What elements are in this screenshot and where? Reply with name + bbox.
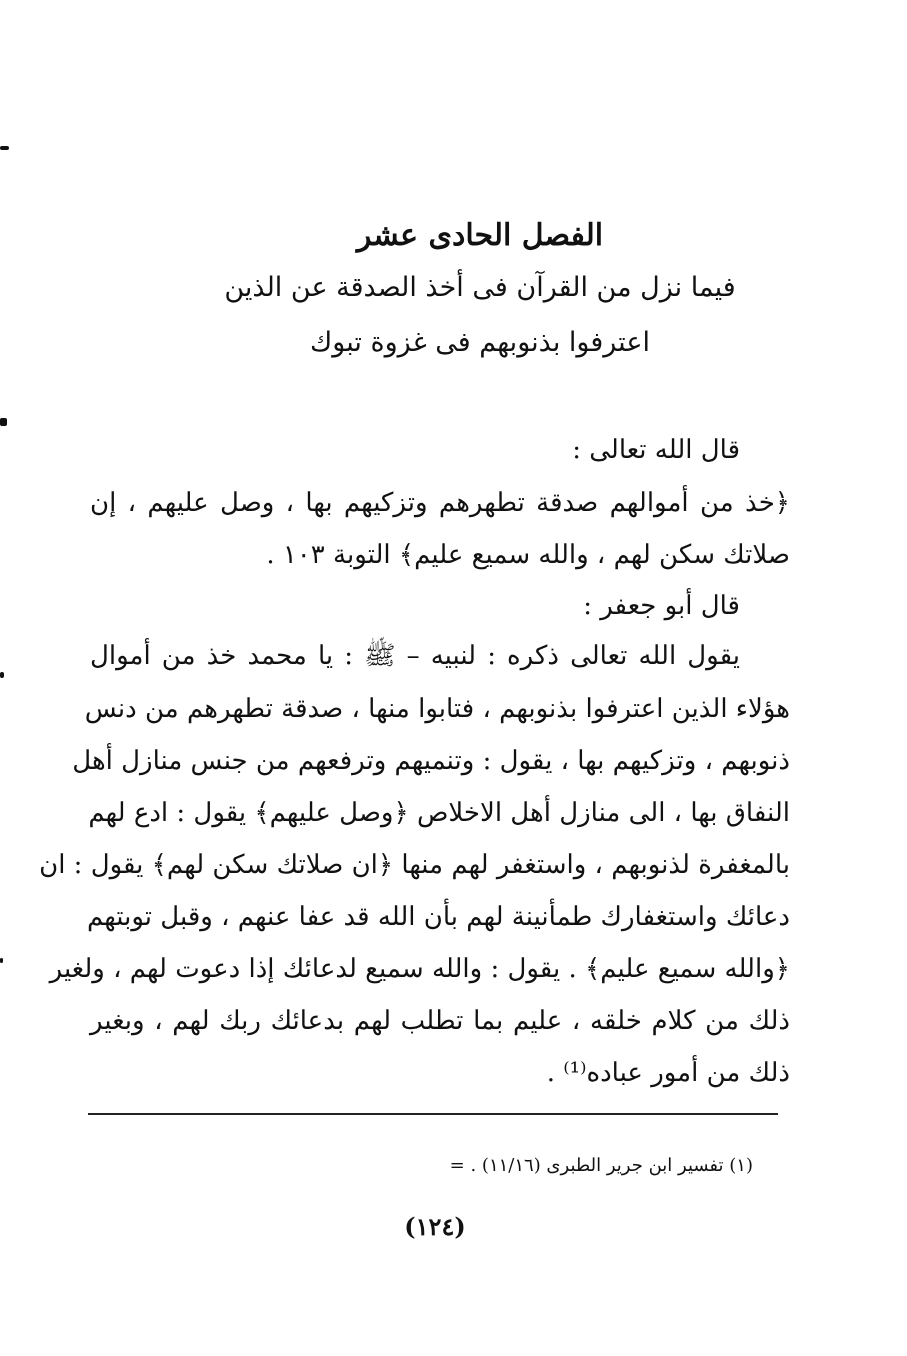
body-line: يقول الله تعالى ذكره : لنبيه – ﷺ : يا محمد خذ من أموال xyxy=(90,641,740,671)
body-line: قال الله تعالى : xyxy=(572,435,740,465)
edge-ink-mark xyxy=(0,146,9,150)
edge-ink-mark xyxy=(0,958,3,963)
body-line: ﴿والله سميع عليم﴾ . يقول : والله سميع لدعائك إذا دعوت لهم ، ولغير xyxy=(49,954,790,984)
body-line: ذلك من كلام خلقه ، عليم بما تطلب لهم بدعائك ربك لهم ، وبغير xyxy=(90,1006,790,1036)
body-line: هؤلاء الذين اعترفوا بذنوبهم ، فتابوا منها ، صدقة تطهرهم من دنس xyxy=(84,694,790,724)
chapter-subtitle-line-2: اعترفوا بذنوبهم فى غزوة تبوك xyxy=(310,327,650,358)
chapter-title: الفصل الحادى عشر xyxy=(356,218,604,253)
body-line: بالمغفرة لذنوبهم ، واستغفر لهم منها ﴿ان صلاتك سكن لهم﴾ يقول : ان xyxy=(39,850,790,880)
body-line: صلاتك سكن لهم ، والله سميع عليم﴾ التوبة ١٠٣ . xyxy=(266,540,790,570)
footnote-divider xyxy=(88,1113,778,1115)
body-line: النفاق بها ، الى منازل أهل الاخلاص ﴿وصل عليهم﴾ يقول : ادع لهم xyxy=(88,798,790,828)
edge-ink-mark xyxy=(0,672,4,678)
body-line: دعائك واستغفارك طمأنينة لهم بأن الله قد عفا عنهم ، وقبل توبتهم xyxy=(86,902,790,932)
page-number: (١٢٤) xyxy=(404,1212,466,1241)
edge-ink-mark xyxy=(0,418,7,426)
body-line: ذنوبهم ، وتزكيهم بها ، يقول : وتنميهم وترفعهم من جنس منازل أهل xyxy=(72,746,790,776)
footnote: (١) تفسير ابن جرير الطبرى (١١/١٦) . = xyxy=(449,1155,753,1176)
body-line: ﴿خذ من أموالهم صدقة تطهرهم وتزكيهم بها ، وصل عليهم ، إن xyxy=(90,488,790,518)
chapter-subtitle-line-1: فيما نزل من القرآن فى أخذ الصدقة عن الذين xyxy=(224,272,736,303)
body-line: ذلك من أمور عباده⁽¹⁾ . xyxy=(546,1058,790,1088)
body-line: قال أبو جعفر : xyxy=(583,591,740,621)
